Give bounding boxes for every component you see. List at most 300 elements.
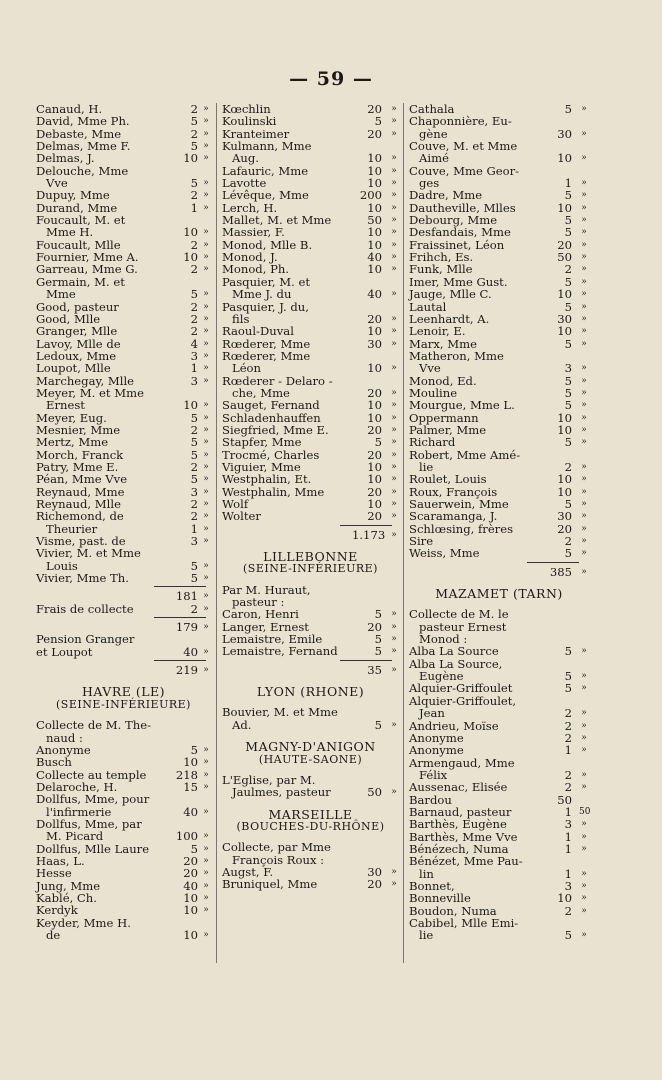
amount: 5: [190, 841, 198, 856]
amount: 10: [367, 459, 382, 474]
amount: 20: [367, 484, 382, 499]
donor-name: Couve, Mme Geor-: [409, 163, 520, 178]
donor-row: [36, 633, 211, 645]
amount: 5: [564, 398, 572, 413]
section-subheading: (SEINE-INFÉRIEURE): [56, 697, 191, 711]
amount: 5: [564, 385, 572, 400]
donor-name: Leenhardt, A.: [409, 311, 490, 326]
centimes: »: [203, 665, 209, 676]
centimes: »: [203, 141, 209, 152]
donor-row: [36, 115, 211, 127]
section-heading: MAZAMET (TARN): [435, 586, 563, 602]
donor-row: [409, 473, 589, 485]
centimes: »: [581, 523, 587, 534]
amount: 3: [190, 484, 198, 499]
amount: 1.173: [352, 527, 386, 542]
donor-name: Rœderer, Mme: [222, 336, 311, 351]
subtotal-row: [409, 566, 589, 578]
amount: 10: [183, 250, 198, 265]
centimes: »: [581, 153, 587, 164]
centimes: »: [203, 744, 209, 755]
donor-name: Fraissinet, Léon: [409, 237, 505, 252]
donor-name: Morch, Franck: [36, 447, 124, 462]
donor-name: Reynaud, Mlle: [36, 497, 121, 511]
centimes: »: [203, 227, 209, 238]
donor-row: [222, 301, 399, 313]
donor-row: [409, 510, 589, 522]
donor-row: [222, 719, 399, 731]
donor-name: Dupuy, Mme: [36, 188, 110, 203]
total-rule: [154, 660, 206, 661]
donor-name: Sire: [409, 534, 434, 549]
amount: 10: [367, 324, 382, 339]
donor-row: [409, 547, 589, 559]
amount: 5: [564, 102, 572, 116]
donor-name: Chaponnière, Eu-: [409, 114, 512, 129]
donor-name: Anonyme: [409, 730, 464, 745]
centimes: »: [203, 178, 209, 189]
donor-name: Good, Mlle: [36, 311, 101, 326]
amount: 50: [557, 250, 572, 265]
amount: 10: [557, 472, 572, 487]
centimes: »: [203, 511, 209, 522]
section-heading: MARSEILLE: [268, 806, 353, 822]
donor-row: [409, 917, 589, 929]
centimes: »: [203, 905, 209, 916]
amount: 10: [557, 324, 572, 339]
donor-name: Pasquier, M. et: [222, 274, 310, 289]
centimes: »: [203, 646, 209, 657]
amount: 10: [183, 151, 198, 166]
donor-name: Louis: [46, 558, 78, 573]
donor-row: [222, 152, 399, 164]
amount: 200: [359, 188, 382, 203]
donor-name: Keyder, Mme H.: [36, 915, 131, 930]
donor-name: Jean: [419, 706, 445, 721]
donor-name: Lerch, H.: [222, 200, 278, 215]
centimes: »: [391, 264, 397, 275]
donor-name: Monod :: [419, 632, 468, 647]
donor-name: Kulmann, Mme: [222, 139, 312, 154]
donor-name: Marchegay, Mlle: [36, 373, 135, 388]
amount: 1: [190, 361, 198, 376]
amount: 219: [175, 663, 198, 678]
donor-name: Schladenhauffen: [222, 410, 321, 425]
amount: 10: [183, 903, 198, 918]
centimes: »: [391, 474, 397, 485]
amount: 5: [564, 213, 572, 228]
centimes: »: [391, 387, 397, 398]
centimes: »: [581, 338, 587, 349]
amount: 2: [564, 903, 572, 918]
centimes: »: [203, 437, 209, 448]
centimes: »: [581, 363, 587, 374]
centimes: »: [391, 239, 397, 250]
amount: 5: [564, 373, 572, 388]
centimes: »: [581, 868, 587, 879]
centimes: »: [581, 461, 587, 472]
centimes: »: [581, 252, 587, 263]
amount: 5: [374, 632, 382, 647]
donor-name: Mme J. du: [232, 287, 292, 302]
amount: 10: [557, 200, 572, 215]
donor-name: Ledoux, Mme: [36, 348, 117, 363]
centimes: »: [203, 264, 209, 275]
amount: 5: [374, 607, 382, 622]
donor-row: [409, 608, 589, 620]
amount: 5: [374, 114, 382, 129]
centimes: »: [391, 412, 397, 423]
donor-name: Mouline: [409, 385, 458, 400]
donor-row: [36, 904, 211, 916]
centimes: »: [203, 461, 209, 472]
amount: 5: [564, 435, 572, 450]
amount: 2: [190, 262, 198, 277]
amount: 10: [367, 262, 382, 277]
amount: 2: [190, 188, 198, 203]
donor-name: Hesse: [36, 866, 72, 881]
amount: 5: [190, 176, 198, 191]
amount: 20: [183, 866, 198, 881]
centimes: »: [391, 621, 397, 632]
page-number: — 59 —: [289, 68, 373, 90]
donor-name: Fournier, Mme A.: [36, 250, 139, 265]
donor-row: [222, 399, 399, 411]
donor-row: [409, 399, 589, 411]
amount: 30: [557, 509, 572, 524]
donor-name: gène: [419, 126, 448, 141]
donor-name: Armengaud, Mme: [409, 755, 515, 770]
donor-name: Canaud, H.: [36, 102, 103, 116]
amount: 5: [190, 410, 198, 425]
donor-row: [222, 226, 399, 238]
donor-name: Augst, F.: [222, 864, 274, 879]
amount: 5: [190, 472, 198, 487]
donor-name: pasteur :: [232, 595, 285, 610]
donor-name: Scaramanga, J.: [409, 509, 498, 524]
donor-name: Bruniquel, Mme: [222, 877, 318, 892]
donor-row: [409, 929, 589, 941]
donor-row: [36, 325, 211, 337]
amount: 20: [367, 311, 382, 326]
centimes: »: [203, 781, 209, 792]
subtotal-row: [222, 664, 399, 676]
donor-row: [36, 152, 211, 164]
donor-row: [222, 115, 399, 127]
donor-name: Léon: [232, 361, 262, 376]
centimes: »: [203, 326, 209, 337]
centimes: »: [391, 326, 397, 337]
amount: 2: [190, 459, 198, 474]
donor-name: Patry, Mme E.: [36, 459, 119, 474]
section-subheading: (HAUTE-SAONE): [258, 752, 363, 766]
donor-name: Ernest: [46, 398, 85, 413]
donor-row: [409, 892, 589, 904]
amount: 5: [374, 644, 382, 659]
centimes: »: [391, 104, 397, 114]
centimes: »: [581, 276, 587, 287]
amount: 2: [190, 601, 198, 616]
donor-name: Lavoy, Mlle de: [36, 336, 121, 351]
donor-name: Loupot, Mlle: [36, 361, 111, 376]
donor-row: [36, 263, 211, 275]
donor-name: Matheron, Mme: [409, 348, 504, 363]
donor-name: Westphalin, Mme: [222, 484, 325, 499]
donor-name: Roulet, Louis: [409, 472, 487, 487]
donor-row: [36, 547, 211, 559]
donor-name: pasteur Ernest: [419, 619, 507, 634]
amount: 10: [557, 422, 572, 437]
donor-name: Dollfus, Mme, pour: [36, 792, 150, 807]
amount: 1: [190, 200, 198, 215]
centimes: »: [581, 215, 587, 226]
section-heading: HAVRE (LE): [81, 684, 166, 700]
donor-row: [36, 719, 211, 731]
donor-name: Mesnier, Mme: [36, 422, 121, 437]
donor-name: Aussenac, Elisée: [409, 780, 508, 795]
donor-row: [222, 189, 399, 201]
donor-name: Cabibel, Mlle Emi-: [409, 916, 519, 930]
donor-row: [36, 226, 211, 238]
centimes: »: [203, 806, 209, 817]
centimes: »: [581, 905, 587, 916]
donor-name: Bénézet, Mme Pau-: [409, 854, 523, 869]
donor-name: Pasquier, J. du,: [222, 299, 309, 314]
centimes: »: [581, 375, 587, 386]
amount: 4: [190, 336, 198, 351]
centimes: »: [581, 301, 587, 312]
donor-name: Kerdyk: [36, 903, 78, 918]
amount: 10: [557, 484, 572, 499]
amount: 1: [564, 176, 572, 191]
amount: 5: [564, 336, 572, 351]
donor-name: Boudon, Numa: [409, 903, 497, 918]
donor-row: [36, 436, 211, 448]
donor-name: Lenoir, E.: [409, 324, 466, 339]
centimes: »: [203, 424, 209, 435]
centimes: »: [203, 104, 209, 114]
donor-row: [222, 608, 399, 620]
total-rule: [154, 586, 206, 587]
amount: 50: [557, 792, 572, 807]
amount: 10: [367, 237, 382, 252]
centimes: »: [391, 449, 397, 460]
donor-name: Lemaistre, Fernand: [222, 644, 338, 659]
donor-name: Par M. Huraut,: [222, 582, 311, 597]
donor-name: Lévêque, Mme: [222, 188, 309, 203]
centimes: »: [581, 880, 587, 891]
donor-name: Frihch, Es.: [409, 250, 474, 265]
centimes: »: [203, 375, 209, 386]
amount: 1: [564, 743, 572, 758]
donor-row: [222, 878, 399, 890]
amount: 20: [367, 509, 382, 524]
donor-name: Vivier, M. et Mme: [36, 546, 141, 561]
centimes: »: [581, 128, 587, 139]
centimes: »: [581, 190, 587, 201]
donor-name: Collecte de M. The-: [36, 718, 152, 733]
donor-name: Frais de collecte: [36, 601, 134, 616]
donor-name: ges: [419, 176, 440, 191]
donor-row: [36, 732, 211, 744]
donor-name: Foucault, M. et: [36, 213, 126, 228]
donor-name: Monod, Ed.: [409, 373, 477, 388]
donor-row: [222, 288, 399, 300]
centimes: »: [203, 412, 209, 423]
donor-row: [409, 449, 589, 461]
amount: 218: [175, 767, 198, 782]
centimes: »: [203, 622, 209, 633]
donor-name: naud :: [46, 730, 83, 745]
amount: 2: [190, 324, 198, 339]
amount: 10: [557, 410, 572, 425]
donor-name: Mme: [46, 287, 76, 302]
centimes: »: [391, 634, 397, 645]
donor-name: Debourg, Mme: [409, 213, 498, 228]
donor-name: Bonneville: [409, 891, 471, 906]
donor-name: Robert, Mme Amé-: [409, 447, 521, 462]
centimes: »: [391, 461, 397, 472]
donor-row: [409, 818, 589, 830]
amount: 5: [564, 225, 572, 240]
donor-name: Lavotte: [222, 176, 267, 191]
centimes: »: [581, 843, 587, 854]
amount: 10: [367, 410, 382, 425]
donor-row: [36, 301, 211, 313]
donor-row: [36, 867, 211, 879]
centimes: »: [581, 745, 587, 756]
centimes: »: [581, 289, 587, 300]
centimes: »: [581, 424, 587, 435]
donor-row: [409, 781, 589, 793]
amount: 3: [190, 373, 198, 388]
centimes: »: [203, 757, 209, 768]
amount: 10: [367, 472, 382, 487]
donor-name: Marx, Mme: [409, 336, 477, 351]
amount: 2: [564, 730, 572, 745]
amount: 2: [564, 780, 572, 795]
amount: 50: [367, 785, 382, 800]
donor-row: [222, 473, 399, 485]
amount: 2: [190, 509, 198, 524]
donor-name: Collecte, par Mme: [222, 840, 331, 855]
centimes: »: [581, 227, 587, 238]
donor-name: Delmas, J.: [36, 151, 95, 166]
donor-row: [36, 793, 211, 805]
donor-name: Durand, Mme: [36, 200, 118, 215]
centimes: »: [391, 646, 397, 657]
column-divider: [216, 103, 217, 963]
centimes: »: [203, 573, 209, 584]
amount: 40: [183, 804, 198, 819]
donor-name: Mourgue, Mme L.: [409, 398, 515, 413]
donor-name: Monod, Ph.: [222, 262, 290, 277]
donor-name: Wolf: [222, 497, 249, 511]
centimes: »: [581, 646, 587, 657]
amount: 5: [190, 742, 198, 757]
donor-row: [222, 436, 399, 448]
donor-row: [409, 720, 589, 732]
donor-name: Dollfus, Mme, par: [36, 816, 142, 831]
centimes: »: [581, 313, 587, 324]
donor-row: [36, 929, 211, 941]
amount: 10: [183, 928, 198, 942]
donor-name: Péan, Mme Vve: [36, 472, 128, 487]
amount: 5: [564, 928, 572, 943]
donor-name: Oppermann: [409, 410, 479, 425]
amount: 20: [367, 877, 382, 892]
donor-row: [222, 510, 399, 522]
centimes: »: [581, 387, 587, 398]
donor-name: Aug.: [232, 151, 259, 166]
centimes: »: [203, 301, 209, 312]
amount: 20: [367, 619, 382, 634]
amount: 1: [190, 521, 198, 536]
donor-name: Andrieu, Moïse: [409, 718, 499, 733]
donor-row: [409, 744, 589, 756]
centimes: »: [391, 153, 397, 164]
centimes: »: [203, 338, 209, 349]
donor-name: lie: [419, 459, 434, 474]
donor-name: Reynaud, Mme: [36, 484, 125, 499]
centimes: »: [203, 400, 209, 411]
donor-name: Roux, François: [409, 484, 498, 499]
amount: 10: [367, 163, 382, 178]
donor-name: Bouvier, M. et Mme: [222, 705, 338, 720]
centimes: »: [391, 190, 397, 201]
amount: 5: [190, 435, 198, 450]
section-subheading: (BOUCHES-DU-RHÔNE): [236, 819, 385, 833]
centimes: »: [203, 880, 209, 891]
amount: 2: [564, 767, 572, 782]
subtotal-row: [36, 664, 211, 676]
amount: 30: [367, 864, 382, 879]
centimes: »: [391, 787, 397, 798]
donor-name: Pension Granger: [36, 632, 135, 647]
amount: 2: [564, 459, 572, 474]
centimes: »: [581, 326, 587, 337]
amount: 10: [557, 151, 572, 166]
donor-row: [409, 523, 589, 535]
total-rule: [154, 617, 206, 618]
centimes: »: [203, 190, 209, 201]
donor-name: Barnaud, pasteur: [409, 804, 512, 819]
amount: 10: [367, 225, 382, 240]
amount: 30: [367, 336, 382, 351]
donor-name: Funk, Mlle: [409, 262, 473, 277]
amount: 40: [367, 250, 382, 265]
donor-row: [36, 510, 211, 522]
amount: 3: [564, 817, 572, 832]
amount: 1: [564, 804, 572, 819]
donor-name: Collecte de M. le: [409, 607, 509, 622]
amount: 5: [564, 497, 572, 511]
donor-name: lin: [419, 866, 434, 881]
amount: 30: [557, 126, 572, 141]
centimes: »: [391, 363, 397, 374]
centimes: 50: [579, 806, 591, 817]
amount: 10: [183, 225, 198, 240]
donor-name: Massier, F.: [222, 225, 285, 240]
donor-name: Kablé, Ch.: [36, 890, 97, 905]
centimes: »: [203, 831, 209, 842]
donor-name: Vve: [46, 176, 68, 191]
amount: 10: [557, 891, 572, 906]
amount: 10: [367, 151, 382, 166]
donor-name: Good, pasteur: [36, 299, 119, 314]
donor-name: Anonyme: [36, 742, 91, 757]
centimes: »: [581, 511, 587, 522]
